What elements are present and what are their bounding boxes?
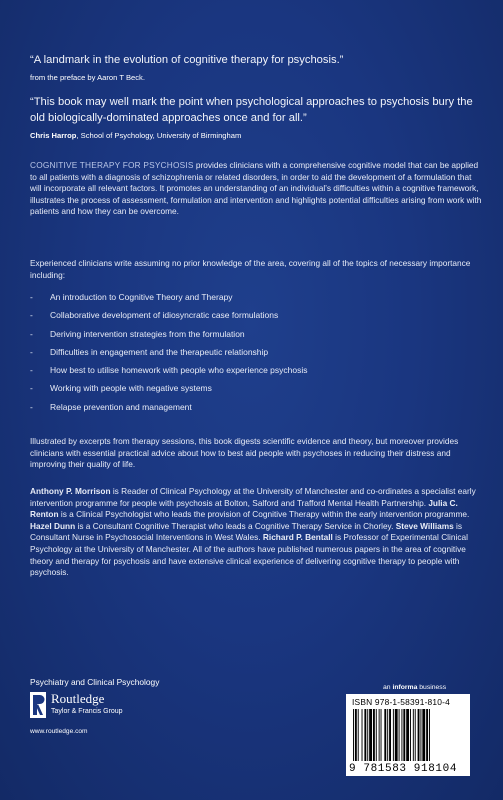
topic-label: Working with people with negative systems [50, 383, 212, 394]
barcode-stripe [353, 709, 354, 761]
barcode-stripe [381, 709, 382, 761]
barcode-stripe [364, 709, 366, 761]
list-item [30, 402, 470, 420]
routledge-mark-icon [30, 692, 46, 718]
list-item [30, 347, 470, 365]
author-bio: is a Consultant Cognitive Therapist who leads a Cognitive Therapy Service in Chorley. [75, 520, 396, 531]
list-dash: - [30, 346, 33, 357]
barcode-stripe [369, 709, 372, 761]
list-dash: - [30, 365, 33, 376]
book-title-lead: COGNITIVE THERAPY FOR PSYCHOSIS [30, 160, 194, 170]
quote-beck: “A landmark in the evolution of cognitive therapy for psychosis.” [30, 54, 344, 66]
barcode-stripe [418, 709, 420, 761]
topic-label: Relapse prevention and management [50, 401, 192, 412]
list-item [30, 310, 470, 328]
quote-beck-attribution: from the preface by Aaron T Beck. [30, 73, 145, 82]
informa-suffix: business [417, 684, 447, 691]
intro-paragraph: Experienced clinicians write assuming no prior knowledge of the area, covering all of the topics of necessary importance including: [30, 258, 471, 280]
list-dash: - [30, 310, 33, 321]
author-bio: is a Clinical Psychologist who leads the provision of Cognitive Therapy within the early intervention programme. [58, 509, 470, 520]
quote-harrop: “This book may well mark the point when psychological approaches to psychosis bury the old biologically-dominated approaches once and for all.” [30, 96, 473, 124]
series-name: Psychiatry and Clinical Psychology [30, 677, 160, 687]
authors-paragraph [30, 486, 482, 579]
topic-label: An introduction to Cognitive Theory and Therapy [50, 292, 233, 302]
barcode-stripe [399, 709, 400, 761]
list-item [30, 292, 470, 310]
barcode-stripe [403, 709, 405, 761]
informa-prefix: an [383, 684, 393, 691]
barcode-stripe [362, 709, 363, 761]
publisher-website: www.routledge.com [30, 728, 88, 735]
publisher-name: Routledge [51, 691, 105, 706]
list-dash: - [30, 383, 33, 394]
barcode-stripe [393, 709, 394, 761]
barcode-stripe [415, 709, 416, 761]
barcode-stripe [429, 709, 430, 761]
illustrated-paragraph: Illustrated by excerpts from therapy sessions, this book digests scientific evidence and theory, but moreover provides clinicians with essential practical advice about how to best aid people with psychoses in reducing their distress and improving their quality of life. [30, 436, 459, 470]
barcode-stripe [367, 709, 368, 761]
topic-label: How best to utilise homework with people who experience psychosis [50, 365, 308, 376]
publisher-group: Taylor & Francis Group [51, 708, 123, 715]
barcode-stripe [373, 709, 375, 761]
publisher-logo [30, 690, 180, 722]
quote-harrop-attribution [30, 131, 241, 140]
list-item [30, 383, 470, 401]
informa-tagline [383, 684, 446, 691]
description-text: provides clinicians with a comprehensive cognitive model that can be applied to all patients with a diagnosis of schizophrenia or related disorders, in order to aid the development of a formulation that will incorporate all relevant factors. It promotes an understanding of an individual’s difficulties within a cognitive framework, illustrates the process of assessment, formulation and intervention and highlights potential difficulties arising from work with patients and how they can be overcome. [30, 160, 482, 217]
list-dash: - [30, 401, 33, 412]
isbn-number: ISBN 978-1-58391-810-4 [352, 697, 450, 707]
attribution-name: Chris Harrop [30, 131, 77, 140]
topics-list [30, 292, 470, 420]
author-name: Anthony P. Morrison [30, 486, 111, 496]
list-dash: - [30, 328, 33, 339]
barcode-stripe [413, 709, 414, 761]
barcode-stripe [389, 709, 391, 761]
list-dash: - [30, 292, 33, 302]
list-item [30, 329, 470, 347]
barcode-stripe [387, 709, 388, 761]
topic-label: Deriving intervention strategies from the formulation [50, 328, 245, 339]
author-name: Hazel Dunn [30, 520, 76, 531]
barcode-stripe [426, 709, 428, 761]
informa-brand: informa [392, 684, 418, 691]
topic-label: Difficulties in engagement and the therapeutic relationship [50, 346, 269, 357]
barcode-stripe [420, 709, 421, 761]
barcode-stripe [410, 709, 411, 761]
author-name: Richard P. Bentall [262, 532, 333, 543]
author-name: Julia C. Renton [30, 497, 458, 520]
barcode-stripe [358, 709, 359, 761]
topic-label: Collaborative development of idiosyncratic case formulations [50, 310, 279, 321]
author-name: Steve Williams [395, 520, 454, 531]
barcode-stripe [422, 709, 425, 761]
barcode-stripe [384, 709, 386, 761]
description-paragraph [30, 160, 482, 218]
barcode-stripe [376, 709, 377, 761]
barcode [352, 709, 465, 761]
author-bio: is Reader of Clinical Psychology at the University of Manchester and co-ordinates a specialist early intervention programme for people with psychosis at Bolton, Salford and Trafford Mental Health Partnership. [30, 486, 476, 508]
barcode-stripe [355, 709, 357, 761]
barcode-digits: 9 781583 918104 [349, 763, 458, 775]
author-bio: is Professor of Experimental Clinical Psychology at the University of Manchester. All of the authors have published numerous papers in the area of cognitive theory and therapy for psychosis and have extensive clinical experience of delivering cognitive therapy to people with psychosis. [30, 532, 468, 578]
author-bio: is Consultant Nurse in Psychosocial Interventions in West Wales. [30, 520, 463, 543]
barcode-stripe [401, 709, 402, 761]
barcode-stripe [379, 709, 380, 761]
barcode-stripe [395, 709, 398, 761]
attribution-affiliation: , School of Psychology, University of Birmingham [76, 131, 242, 140]
barcode-stripe [406, 709, 409, 761]
list-item [30, 365, 470, 383]
